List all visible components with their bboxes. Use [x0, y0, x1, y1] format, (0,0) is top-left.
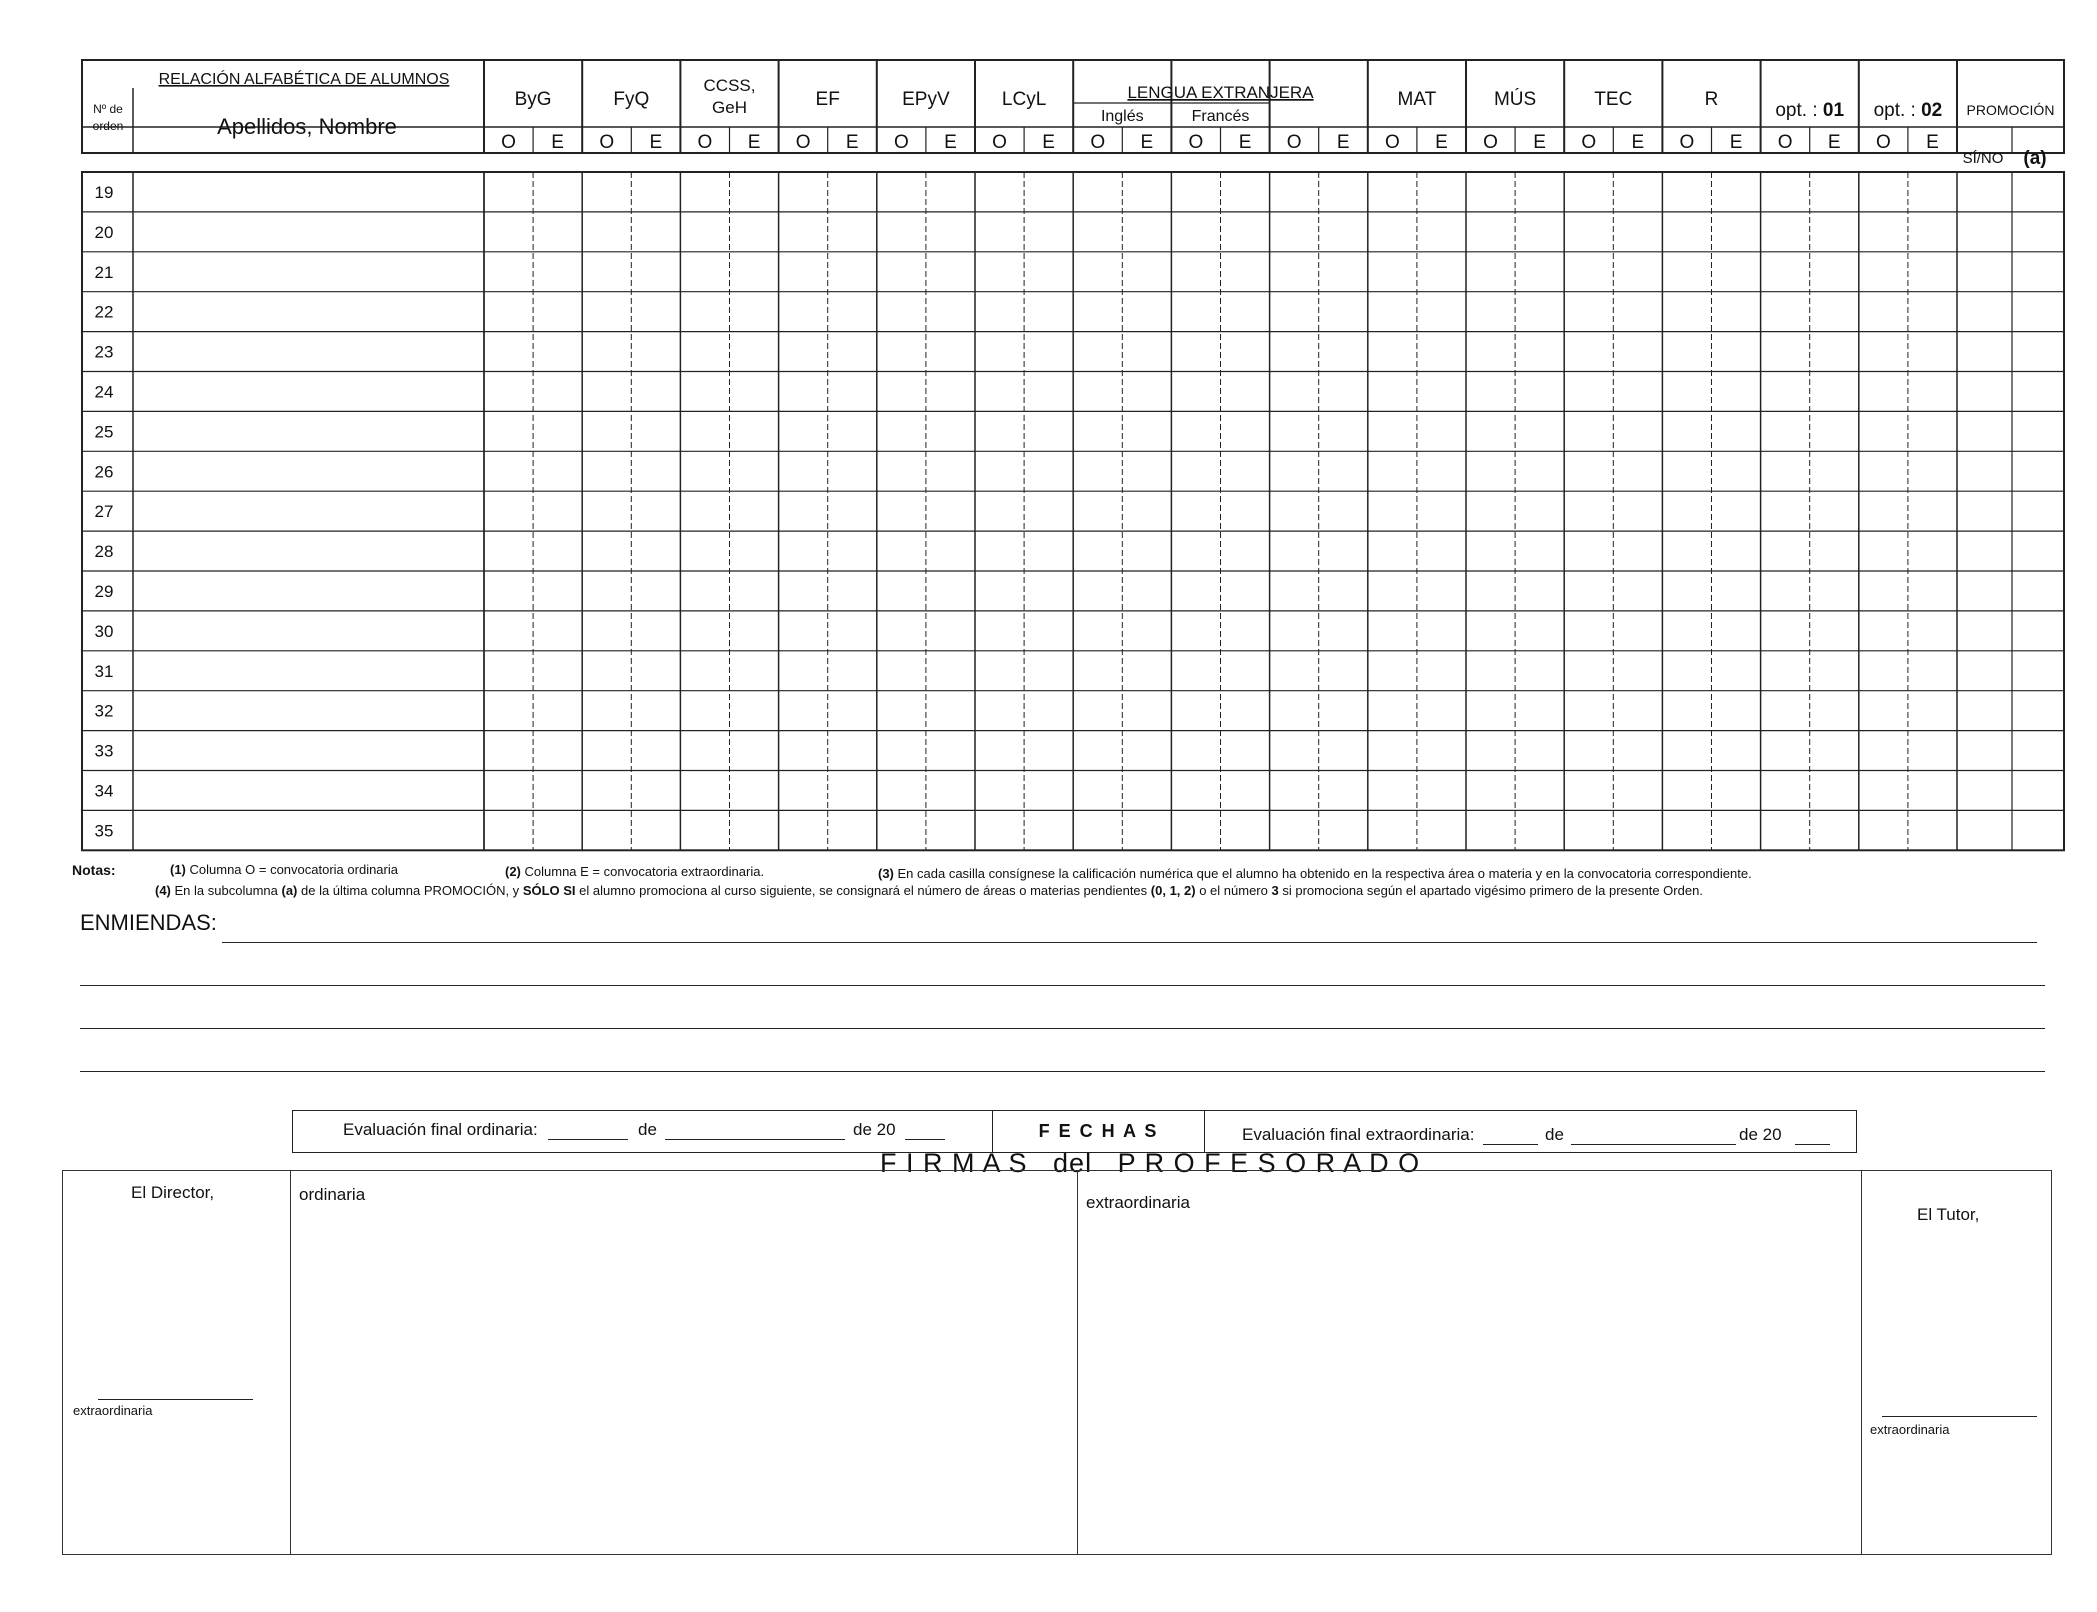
sub-o-label: O [1090, 132, 1106, 153]
enmiendas-line-2[interactable] [80, 985, 2045, 986]
row-number: 24 [94, 382, 114, 402]
note-4-text-d: SÓLO SI [522, 883, 576, 898]
ordinary-day-field[interactable] [548, 1139, 628, 1140]
sub-e-label: E [1140, 132, 1154, 153]
order-label-2: orden [92, 119, 124, 133]
sub-o-label: O [1581, 132, 1597, 153]
director-extra-label: extraordinaria [73, 1403, 153, 1418]
subject-header: opt. : 01 [1775, 100, 1845, 121]
foreign-language-label: LENGUA EXTRANJERA [1127, 83, 1314, 102]
note-4-text-a: En la subcolumna [174, 883, 278, 898]
sub-e-label: E [944, 132, 957, 153]
note-1 [170, 862, 398, 877]
extra-month-field[interactable] [1571, 1144, 1736, 1145]
tutor-signature-line [1882, 1416, 2037, 1417]
subject-header: Francés [1191, 108, 1250, 125]
note-4-text-e: el alumno promociona al curso siguiente, se consignará el número de áreas o materias pendientes [579, 883, 1148, 898]
director-signature-line [98, 1399, 253, 1400]
sub-e-label: E [1238, 132, 1252, 153]
extra-de-label: de [1545, 1125, 1564, 1144]
note-4-text-h: 3 [1271, 883, 1279, 898]
promotion-a: (a) [2023, 148, 2047, 169]
row-number: 29 [94, 581, 114, 601]
name-label: Apellidos, Nombre [217, 114, 397, 139]
sub-o-label: O [501, 132, 516, 153]
note-1-number: (1) [170, 862, 186, 877]
extra-date-cell [1205, 1111, 1856, 1152]
note-4-text-c: de la última columna PROMOCIÓN, y [301, 883, 520, 898]
sub-o-label: O [1286, 132, 1302, 153]
row-number: 33 [94, 741, 114, 761]
subject-header: EF [815, 89, 840, 110]
subject-header: EPyV [902, 89, 950, 110]
note-4-text-g: o el número [1199, 883, 1268, 898]
subject-header: GeH [712, 98, 747, 117]
sub-e-label: E [845, 132, 859, 153]
option-number: 02 [1921, 100, 1943, 121]
sub-o-label: O [1777, 132, 1793, 153]
extra-day-field[interactable] [1483, 1144, 1538, 1145]
sub-e-label: E [1336, 132, 1350, 153]
list-title: RELACIÓN ALFABÉTICA DE ALUMNOS [158, 71, 450, 88]
sub-e-label: E [649, 132, 663, 153]
note-2-number: (2) [505, 864, 521, 879]
sub-o-label: O [599, 132, 615, 153]
tutor-cell[interactable] [1862, 1171, 2051, 1554]
sub-o-label: O [1483, 132, 1498, 153]
note-1-text: Columna O = convocatoria ordinaria [189, 862, 398, 877]
director-cell[interactable] [63, 1171, 291, 1554]
sub-o-label: O [1384, 132, 1400, 153]
row-number: 26 [94, 462, 114, 482]
note-3 [878, 866, 1752, 881]
director-label: El Director, [131, 1183, 215, 1202]
row-number: 28 [94, 542, 114, 562]
signatures-box [62, 1170, 2052, 1555]
sub-o-label: O [795, 132, 811, 153]
enmiendas-label: ENMIENDAS: [80, 910, 217, 935]
subject-header: CCSS, [703, 76, 756, 95]
promotion-yesno: SÍ/NO [1962, 150, 2004, 167]
sub-e-label: E [1631, 132, 1645, 153]
note-4-text-i: si promociona según el apartado vigésimo primero de la presente Orden. [1282, 883, 1703, 898]
sub-o-label: O [992, 132, 1007, 153]
extra-date-label: Evaluación final extraordinaria: [1242, 1125, 1475, 1144]
subject-header: opt. : 02 [1873, 100, 1943, 121]
extra-signatures-cell[interactable] [1078, 1171, 1862, 1554]
promotion-label: PROMOCIÓN [1966, 102, 2055, 118]
sub-o-label: O [1875, 132, 1891, 153]
extra-year-label: de 20 [1739, 1125, 1782, 1144]
note-4 [155, 883, 1703, 898]
note-2-text: Columna E = convocatoria extraordinaria. [524, 864, 765, 879]
option-number: 01 [1822, 100, 1845, 121]
signatures-title: F I R M A S del P R O F E S O R A D O [880, 1148, 1421, 1178]
row-number: 31 [94, 661, 114, 681]
note-4-number: (4) [155, 883, 171, 898]
enmiendas-line-3[interactable] [80, 1028, 2045, 1029]
subject-header: MÚS [1493, 89, 1537, 110]
ordinary-de-label: de [638, 1120, 657, 1139]
sub-o-label: O [893, 132, 909, 153]
note-4-text-b: (a) [281, 883, 298, 898]
row-number: 23 [94, 342, 114, 362]
row-number: 21 [94, 262, 114, 282]
row-number: 30 [94, 621, 114, 641]
note-4-text-f: (0, 1, 2) [1150, 883, 1196, 898]
ordinary-year-label: de 20 [853, 1120, 896, 1139]
extra-signatures-label: extraordinaria [1086, 1193, 1190, 1212]
subject-header: ByG [514, 89, 552, 110]
ordinary-month-field[interactable] [665, 1139, 845, 1140]
notes-label: Notas: [72, 862, 116, 878]
note-3-number: (3) [878, 866, 894, 881]
sub-o-label: O [697, 132, 713, 153]
tutor-extra-label: extraordinaria [1870, 1422, 1950, 1437]
row-number: 34 [94, 781, 114, 801]
row-number: 20 [94, 222, 114, 242]
row-number: 22 [94, 302, 114, 322]
sub-e-label: E [1042, 132, 1055, 153]
sub-e-label: E [1533, 132, 1546, 153]
subject-header: R [1704, 89, 1719, 110]
sub-e-label: E [551, 132, 564, 153]
note-2 [505, 864, 764, 879]
subject-header: LCyL [1001, 89, 1047, 110]
sub-o-label: O [1679, 132, 1695, 153]
sub-e-label: E [1435, 132, 1448, 153]
fechas-label: F E C H A S [993, 1111, 1205, 1152]
ordinary-year-field[interactable] [905, 1139, 945, 1140]
sub-e-label: E [1729, 132, 1743, 153]
extra-year-field[interactable] [1795, 1144, 1830, 1145]
subject-header: Inglés [1100, 108, 1144, 125]
note-3-text: En cada casilla consígnese la calificación numérica que el alumno ha obtenido en la respectiva área o materia y en la convocatoria correspondiente. [897, 866, 1752, 881]
enmiendas-line-1[interactable] [222, 942, 2037, 943]
ordinary-signatures-cell[interactable] [291, 1171, 1078, 1554]
row-number: 25 [94, 422, 114, 442]
sub-e-label: E [1926, 132, 1939, 153]
row-number: 19 [94, 182, 114, 202]
sub-e-label: E [747, 132, 761, 153]
sub-e-label: E [1827, 132, 1841, 153]
subject-header: TEC [1594, 89, 1633, 110]
ordinary-date-cell [293, 1111, 993, 1152]
order-label-1: Nº de [93, 102, 123, 116]
ordinary-signatures-label: ordinaria [299, 1185, 366, 1204]
row-number: 35 [94, 821, 114, 841]
enmiendas-line-4[interactable] [80, 1071, 2045, 1072]
row-number: 27 [94, 502, 114, 522]
sub-o-label: O [1188, 132, 1204, 153]
dates-box [292, 1110, 1857, 1153]
row-number: 32 [94, 701, 114, 721]
tutor-label: El Tutor, [1917, 1205, 1980, 1224]
ordinary-date-label: Evaluación final ordinaria: [343, 1120, 538, 1139]
subject-header: MAT [1397, 89, 1437, 110]
subject-header: FyQ [613, 89, 650, 110]
